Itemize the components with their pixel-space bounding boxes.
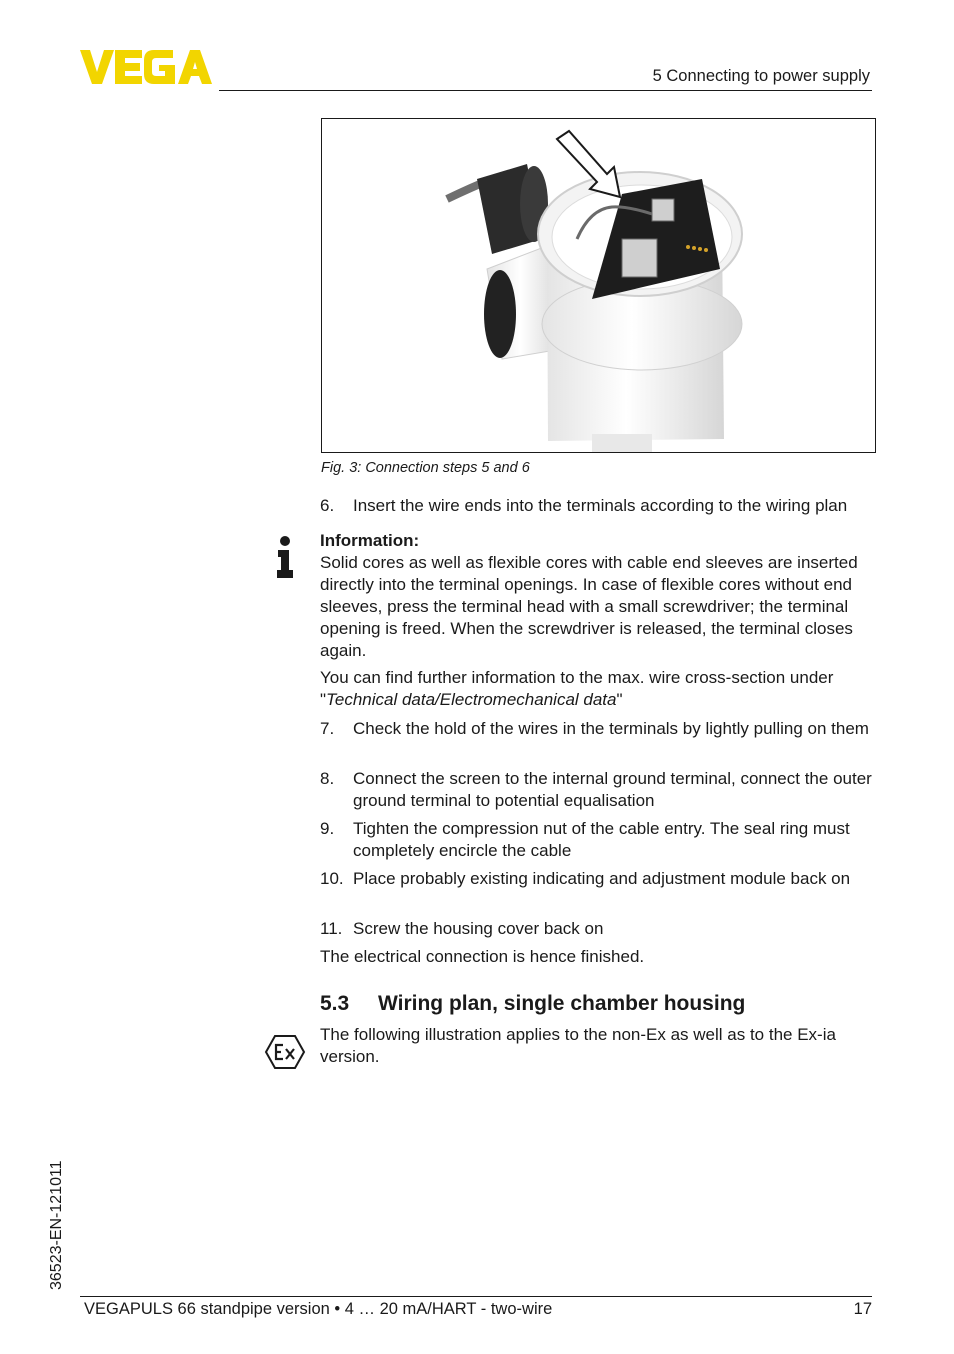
list-item [320, 768, 880, 812]
list-item-text: Screw the housing cover back on [353, 919, 604, 938]
list-item-text: Tighten the compression nut of the cable entry. The seal ring must completely encircle the cable [353, 819, 850, 860]
vega-logo [80, 50, 212, 84]
section-heading [320, 992, 745, 1016]
further-info-prefix: You can find further information to the max. wire cross-section under " [320, 668, 834, 709]
footer-divider [80, 1296, 872, 1297]
header-divider [219, 90, 872, 91]
header-section-title: 5 Connecting to power supply [652, 67, 870, 85]
further-info-suffix: " [616, 690, 623, 709]
figure-caption: Fig. 3: Connection steps 5 and 6 [321, 460, 530, 476]
list-item-number: 8. [320, 769, 335, 788]
list-item [320, 918, 880, 940]
list-item-number: 10. [320, 869, 344, 888]
further-info-paragraph [320, 667, 880, 711]
housing-illustration [322, 119, 875, 452]
list-item-number: 9. [320, 819, 335, 838]
page-number: 17 [853, 1300, 872, 1318]
ex-icon [264, 1034, 306, 1070]
section-number: 5.3 [320, 992, 350, 1015]
section-title: Wiring plan, single chamber housing [378, 992, 746, 1015]
list-item-number: 11. [320, 919, 343, 938]
info-icon [275, 536, 295, 578]
list-item [320, 868, 880, 890]
list-item-text: Connect the screen to the internal ground terminal, connect the outer ground terminal to potential equalisation [353, 769, 872, 810]
list-item-text: Insert the wire ends into the terminals according to the wiring plan [353, 496, 848, 515]
information-text: Solid cores as well as flexible cores with cable end sleeves are inserted directly into the terminal openings. In case of flexible cores without end sleeves, press the terminal head with a small screwdriver; the terminal opening is freed. When the screwdriver is released, the terminal closes again. [320, 553, 858, 660]
footer-title: VEGAPULS 66 standpipe version • 4 … 20 mA/HART - two-wire [84, 1300, 553, 1318]
list-item [320, 718, 880, 740]
list-item-text: Place probably existing indicating and adjustment module back on [353, 869, 851, 888]
list-item [320, 495, 880, 517]
section-text: The following illustration applies to the non-Ex as well as to the Ex-ia version. [320, 1025, 836, 1066]
list-item-number: 7. [320, 719, 335, 738]
information-note [320, 530, 880, 662]
figure-connection-steps [321, 118, 876, 453]
list-item-number: 6. [320, 496, 335, 515]
list-item [320, 818, 880, 862]
technical-data-reference: Technical data/Electromechanical data [326, 690, 617, 709]
information-title: Information: [320, 531, 420, 550]
document-code: 36523-EN-121011 [48, 1160, 65, 1290]
conclusion-text: The electrical connection is hence finished. [320, 947, 645, 966]
list-item-text: Check the hold of the wires in the terminals by lightly pulling on them [353, 719, 869, 738]
